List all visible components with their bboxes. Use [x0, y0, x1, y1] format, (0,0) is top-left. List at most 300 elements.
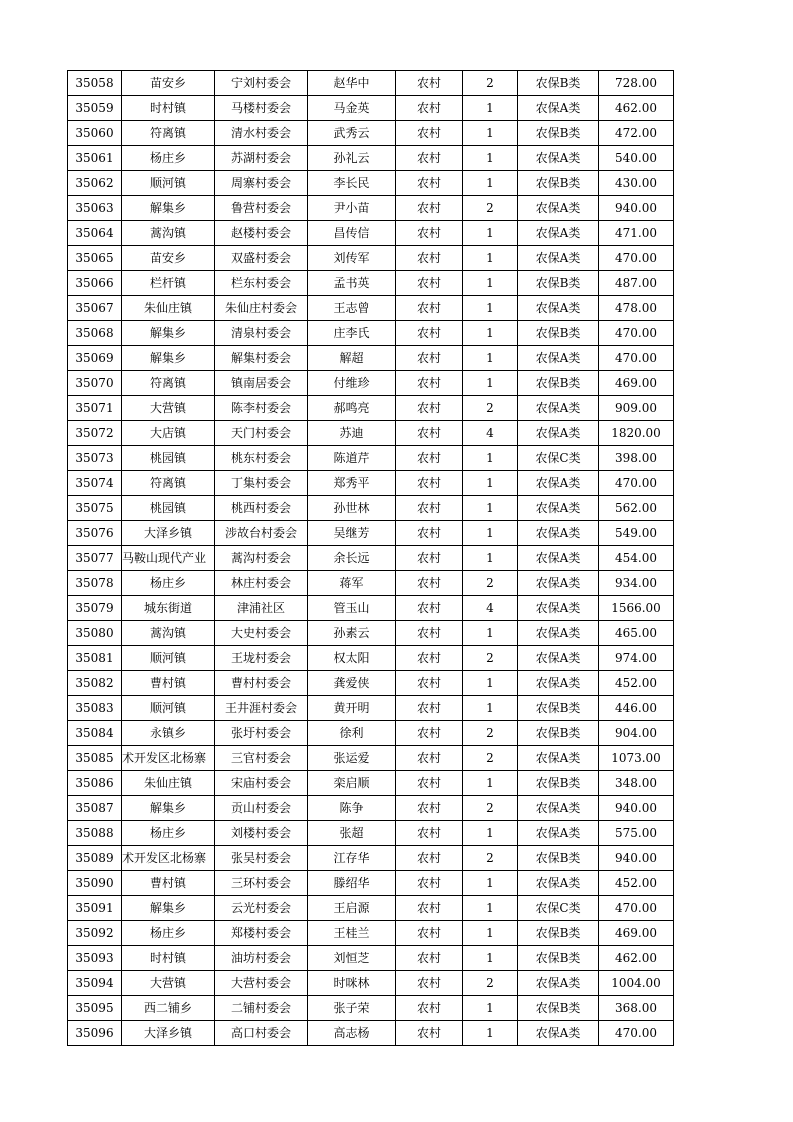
- town-cell: 时村镇: [122, 946, 215, 971]
- table-row: [68, 771, 674, 796]
- household-count-cell: 1: [463, 321, 518, 346]
- record-id-cell: 35066: [68, 271, 122, 296]
- table-row: [68, 271, 674, 296]
- amount-cell: 462.00: [599, 96, 674, 121]
- area-type-cell: 农村: [396, 496, 463, 521]
- record-id-cell: 35078: [68, 571, 122, 596]
- town-cell: 曹村镇: [122, 671, 215, 696]
- person-name-cell: 王志曾: [308, 296, 396, 321]
- household-count-cell: 1: [463, 146, 518, 171]
- village-committee-cell: 油坊村委会: [215, 946, 308, 971]
- amount-cell: 452.00: [599, 671, 674, 696]
- household-count-cell: 1: [463, 921, 518, 946]
- village-committee-cell: 双盛村委会: [215, 246, 308, 271]
- person-name-cell: 陈道芹: [308, 446, 396, 471]
- insurance-category-cell: 农保B类: [518, 846, 599, 871]
- insurance-category-cell: 农保A类: [518, 221, 599, 246]
- village-committee-cell: 王井涯村委会: [215, 696, 308, 721]
- village-committee-cell: 陈李村委会: [215, 396, 308, 421]
- table-row: [68, 996, 674, 1021]
- village-committee-cell: 桃西村委会: [215, 496, 308, 521]
- record-id-cell: 35081: [68, 646, 122, 671]
- amount-cell: 454.00: [599, 546, 674, 571]
- person-name-cell: 孙礼云: [308, 146, 396, 171]
- amount-cell: 470.00: [599, 471, 674, 496]
- village-committee-cell: 张吴村委会: [215, 846, 308, 871]
- person-name-cell: 付维珍: [308, 371, 396, 396]
- area-type-cell: 农村: [396, 346, 463, 371]
- benefit-table: [67, 70, 674, 1046]
- person-name-cell: 马金英: [308, 96, 396, 121]
- amount-cell: 974.00: [599, 646, 674, 671]
- amount-cell: 470.00: [599, 321, 674, 346]
- area-type-cell: 农村: [396, 71, 463, 96]
- household-count-cell: 4: [463, 596, 518, 621]
- person-name-cell: 张超: [308, 821, 396, 846]
- amount-cell: 478.00: [599, 296, 674, 321]
- area-type-cell: 农村: [396, 546, 463, 571]
- village-committee-cell: 云光村委会: [215, 896, 308, 921]
- amount-cell: 452.00: [599, 871, 674, 896]
- table-row: [68, 71, 674, 96]
- insurance-category-cell: 农保C类: [518, 896, 599, 921]
- town-cell: 解集乡: [122, 346, 215, 371]
- amount-cell: 465.00: [599, 621, 674, 646]
- town-cell: 西二铺乡: [122, 996, 215, 1021]
- village-committee-cell: 宁刘村委会: [215, 71, 308, 96]
- person-name-cell: 刘恒芝: [308, 946, 396, 971]
- amount-cell: 470.00: [599, 1021, 674, 1046]
- town-cell: 顺河镇: [122, 171, 215, 196]
- record-id-cell: 35068: [68, 321, 122, 346]
- insurance-category-cell: 农保B类: [518, 946, 599, 971]
- person-name-cell: 龚爱侠: [308, 671, 396, 696]
- amount-cell: 549.00: [599, 521, 674, 546]
- village-committee-cell: 曹村村委会: [215, 671, 308, 696]
- amount-cell: 368.00: [599, 996, 674, 1021]
- table-row: [68, 321, 674, 346]
- table-row: [68, 196, 674, 221]
- person-name-cell: 张运爱: [308, 746, 396, 771]
- amount-cell: 462.00: [599, 946, 674, 971]
- town-cell: 解集乡: [122, 796, 215, 821]
- household-count-cell: 1: [463, 771, 518, 796]
- record-id-cell: 35065: [68, 246, 122, 271]
- area-type-cell: 农村: [396, 946, 463, 971]
- table-row: [68, 796, 674, 821]
- table-row: [68, 446, 674, 471]
- insurance-category-cell: 农保B类: [518, 371, 599, 396]
- insurance-category-cell: 农保B类: [518, 771, 599, 796]
- village-committee-cell: 苏湖村委会: [215, 146, 308, 171]
- person-name-cell: 栾启顺: [308, 771, 396, 796]
- area-type-cell: 农村: [396, 646, 463, 671]
- village-committee-cell: 解集村委会: [215, 346, 308, 371]
- person-name-cell: 时咪林: [308, 971, 396, 996]
- village-committee-cell: 栏东村委会: [215, 271, 308, 296]
- person-name-cell: 权太阳: [308, 646, 396, 671]
- area-type-cell: 农村: [396, 696, 463, 721]
- village-committee-cell: 王垅村委会: [215, 646, 308, 671]
- town-cell: 马鞍山现代产业: [122, 546, 215, 571]
- insurance-category-cell: 农保A类: [518, 546, 599, 571]
- household-count-cell: 1: [463, 621, 518, 646]
- household-count-cell: 2: [463, 846, 518, 871]
- insurance-category-cell: 农保A类: [518, 496, 599, 521]
- record-id-cell: 35092: [68, 921, 122, 946]
- insurance-category-cell: 农保B类: [518, 271, 599, 296]
- amount-cell: 904.00: [599, 721, 674, 746]
- record-id-cell: 35090: [68, 871, 122, 896]
- amount-cell: 471.00: [599, 221, 674, 246]
- household-count-cell: 2: [463, 721, 518, 746]
- person-name-cell: 江存华: [308, 846, 396, 871]
- person-name-cell: 孙素云: [308, 621, 396, 646]
- record-id-cell: 35095: [68, 996, 122, 1021]
- town-cell: 符离镇: [122, 121, 215, 146]
- insurance-category-cell: 农保B类: [518, 721, 599, 746]
- household-count-cell: 1: [463, 446, 518, 471]
- household-count-cell: 1: [463, 296, 518, 321]
- person-name-cell: 孟书英: [308, 271, 396, 296]
- household-count-cell: 2: [463, 971, 518, 996]
- record-id-cell: 35084: [68, 721, 122, 746]
- household-count-cell: 1: [463, 371, 518, 396]
- table-row: [68, 171, 674, 196]
- insurance-category-cell: 农保A类: [518, 146, 599, 171]
- table-row: [68, 621, 674, 646]
- amount-cell: 1566.00: [599, 596, 674, 621]
- insurance-category-cell: 农保C类: [518, 446, 599, 471]
- village-committee-cell: 桃东村委会: [215, 446, 308, 471]
- record-id-cell: 35085: [68, 746, 122, 771]
- table-row: [68, 221, 674, 246]
- person-name-cell: 李长民: [308, 171, 396, 196]
- area-type-cell: 农村: [396, 471, 463, 496]
- area-type-cell: 农村: [396, 746, 463, 771]
- record-id-cell: 35088: [68, 821, 122, 846]
- household-count-cell: 1: [463, 96, 518, 121]
- area-type-cell: 农村: [396, 121, 463, 146]
- village-committee-cell: 镇南居委会: [215, 371, 308, 396]
- record-id-cell: 35073: [68, 446, 122, 471]
- person-name-cell: 滕绍华: [308, 871, 396, 896]
- record-id-cell: 35096: [68, 1021, 122, 1046]
- amount-cell: 728.00: [599, 71, 674, 96]
- table-row: [68, 521, 674, 546]
- record-id-cell: 35062: [68, 171, 122, 196]
- town-cell: 苗安乡: [122, 71, 215, 96]
- insurance-category-cell: 农保B类: [518, 321, 599, 346]
- amount-cell: 1820.00: [599, 421, 674, 446]
- table-row: [68, 121, 674, 146]
- insurance-category-cell: 农保A类: [518, 471, 599, 496]
- area-type-cell: 农村: [396, 771, 463, 796]
- household-count-cell: 2: [463, 71, 518, 96]
- area-type-cell: 农村: [396, 271, 463, 296]
- person-name-cell: 余长远: [308, 546, 396, 571]
- amount-cell: 909.00: [599, 396, 674, 421]
- household-count-cell: 1: [463, 121, 518, 146]
- household-count-cell: 1: [463, 471, 518, 496]
- amount-cell: 469.00: [599, 921, 674, 946]
- record-id-cell: 35064: [68, 221, 122, 246]
- person-name-cell: 陈争: [308, 796, 396, 821]
- amount-cell: 940.00: [599, 796, 674, 821]
- table-row: [68, 96, 674, 121]
- town-cell: 杨庄乡: [122, 921, 215, 946]
- household-count-cell: 1: [463, 996, 518, 1021]
- household-count-cell: 1: [463, 346, 518, 371]
- insurance-category-cell: 农保A类: [518, 596, 599, 621]
- town-cell: 大营镇: [122, 396, 215, 421]
- insurance-category-cell: 农保A类: [518, 746, 599, 771]
- town-cell: 蒿沟镇: [122, 621, 215, 646]
- village-committee-cell: 贡山村委会: [215, 796, 308, 821]
- table-row: [68, 1021, 674, 1046]
- amount-cell: 348.00: [599, 771, 674, 796]
- town-cell: 解集乡: [122, 321, 215, 346]
- record-id-cell: 35063: [68, 196, 122, 221]
- insurance-category-cell: 农保A类: [518, 346, 599, 371]
- table-row: [68, 246, 674, 271]
- person-name-cell: 尹小苗: [308, 196, 396, 221]
- town-cell: 蒿沟镇: [122, 221, 215, 246]
- record-id-cell: 35058: [68, 71, 122, 96]
- insurance-category-cell: 农保A类: [518, 571, 599, 596]
- amount-cell: 470.00: [599, 246, 674, 271]
- insurance-category-cell: 农保A类: [518, 1021, 599, 1046]
- area-type-cell: 农村: [396, 721, 463, 746]
- person-name-cell: 孙世林: [308, 496, 396, 521]
- table-row: [68, 146, 674, 171]
- village-committee-cell: 周寨村委会: [215, 171, 308, 196]
- household-count-cell: 1: [463, 271, 518, 296]
- household-count-cell: 2: [463, 796, 518, 821]
- amount-cell: 472.00: [599, 121, 674, 146]
- household-count-cell: 1: [463, 1021, 518, 1046]
- village-committee-cell: 马楼村委会: [215, 96, 308, 121]
- area-type-cell: 农村: [396, 821, 463, 846]
- insurance-category-cell: 农保B类: [518, 921, 599, 946]
- area-type-cell: 农村: [396, 596, 463, 621]
- record-id-cell: 35076: [68, 521, 122, 546]
- table-row: [68, 471, 674, 496]
- town-cell: 朱仙庄镇: [122, 771, 215, 796]
- household-count-cell: 1: [463, 821, 518, 846]
- household-count-cell: 1: [463, 896, 518, 921]
- town-cell: 朱仙庄镇: [122, 296, 215, 321]
- insurance-category-cell: 农保A类: [518, 646, 599, 671]
- person-name-cell: 王桂兰: [308, 921, 396, 946]
- household-count-cell: 1: [463, 546, 518, 571]
- record-id-cell: 35087: [68, 796, 122, 821]
- town-cell: 术开发区北杨寨: [122, 746, 215, 771]
- record-id-cell: 35072: [68, 421, 122, 446]
- area-type-cell: 农村: [396, 196, 463, 221]
- record-id-cell: 35071: [68, 396, 122, 421]
- amount-cell: 1073.00: [599, 746, 674, 771]
- record-id-cell: 35086: [68, 771, 122, 796]
- household-count-cell: 1: [463, 221, 518, 246]
- area-type-cell: 农村: [396, 846, 463, 871]
- area-type-cell: 农村: [396, 1021, 463, 1046]
- record-id-cell: 35067: [68, 296, 122, 321]
- table-row: [68, 971, 674, 996]
- insurance-category-cell: 农保A类: [518, 621, 599, 646]
- record-id-cell: 35089: [68, 846, 122, 871]
- table-row: [68, 571, 674, 596]
- amount-cell: 540.00: [599, 146, 674, 171]
- area-type-cell: 农村: [396, 621, 463, 646]
- town-cell: 曹村镇: [122, 871, 215, 896]
- person-name-cell: 昌传信: [308, 221, 396, 246]
- table-row: [68, 721, 674, 746]
- table-row: [68, 846, 674, 871]
- amount-cell: 940.00: [599, 846, 674, 871]
- table-row: [68, 746, 674, 771]
- table-row: [68, 396, 674, 421]
- village-committee-cell: 三官村委会: [215, 746, 308, 771]
- household-count-cell: 2: [463, 196, 518, 221]
- area-type-cell: 农村: [396, 321, 463, 346]
- household-count-cell: 2: [463, 571, 518, 596]
- village-committee-cell: 清水村委会: [215, 121, 308, 146]
- person-name-cell: 高志杨: [308, 1021, 396, 1046]
- table-row: [68, 371, 674, 396]
- household-count-cell: 2: [463, 646, 518, 671]
- amount-cell: 398.00: [599, 446, 674, 471]
- town-cell: 顺河镇: [122, 696, 215, 721]
- amount-cell: 940.00: [599, 196, 674, 221]
- town-cell: 解集乡: [122, 196, 215, 221]
- person-name-cell: 王启源: [308, 896, 396, 921]
- area-type-cell: 农村: [396, 371, 463, 396]
- town-cell: 城东街道: [122, 596, 215, 621]
- household-count-cell: 1: [463, 246, 518, 271]
- table-row: [68, 871, 674, 896]
- village-committee-cell: 天门村委会: [215, 421, 308, 446]
- amount-cell: 575.00: [599, 821, 674, 846]
- insurance-category-cell: 农保A类: [518, 821, 599, 846]
- village-committee-cell: 大史村委会: [215, 621, 308, 646]
- record-id-cell: 35091: [68, 896, 122, 921]
- insurance-category-cell: 农保A类: [518, 96, 599, 121]
- record-id-cell: 35094: [68, 971, 122, 996]
- insurance-category-cell: 农保B类: [518, 696, 599, 721]
- record-id-cell: 35070: [68, 371, 122, 396]
- insurance-category-cell: 农保B类: [518, 121, 599, 146]
- table-body: [68, 71, 674, 1046]
- table-row: [68, 421, 674, 446]
- area-type-cell: 农村: [396, 921, 463, 946]
- household-count-cell: 1: [463, 521, 518, 546]
- table-row: [68, 896, 674, 921]
- household-count-cell: 2: [463, 396, 518, 421]
- insurance-category-cell: 农保A类: [518, 396, 599, 421]
- amount-cell: 487.00: [599, 271, 674, 296]
- amount-cell: 470.00: [599, 896, 674, 921]
- area-type-cell: 农村: [396, 871, 463, 896]
- record-id-cell: 35077: [68, 546, 122, 571]
- household-count-cell: 4: [463, 421, 518, 446]
- area-type-cell: 农村: [396, 971, 463, 996]
- area-type-cell: 农村: [396, 146, 463, 171]
- town-cell: 时村镇: [122, 96, 215, 121]
- amount-cell: 562.00: [599, 496, 674, 521]
- village-committee-cell: 清泉村委会: [215, 321, 308, 346]
- insurance-category-cell: 农保A类: [518, 871, 599, 896]
- household-count-cell: 1: [463, 946, 518, 971]
- person-name-cell: 武秀云: [308, 121, 396, 146]
- person-name-cell: 郑秀平: [308, 471, 396, 496]
- person-name-cell: 蒋军: [308, 571, 396, 596]
- insurance-category-cell: 农保A类: [518, 521, 599, 546]
- insurance-category-cell: 农保A类: [518, 971, 599, 996]
- person-name-cell: 徐利: [308, 721, 396, 746]
- household-count-cell: 1: [463, 696, 518, 721]
- insurance-category-cell: 农保B类: [518, 171, 599, 196]
- table-row: [68, 546, 674, 571]
- area-type-cell: 农村: [396, 221, 463, 246]
- town-cell: 杨庄乡: [122, 146, 215, 171]
- village-committee-cell: 大营村委会: [215, 971, 308, 996]
- amount-cell: 934.00: [599, 571, 674, 596]
- area-type-cell: 农村: [396, 421, 463, 446]
- village-committee-cell: 鲁营村委会: [215, 196, 308, 221]
- town-cell: 大泽乡镇: [122, 521, 215, 546]
- person-name-cell: 庄李氏: [308, 321, 396, 346]
- town-cell: 永镇乡: [122, 721, 215, 746]
- table-row: [68, 671, 674, 696]
- insurance-category-cell: 农保B类: [518, 71, 599, 96]
- area-type-cell: 农村: [396, 396, 463, 421]
- village-committee-cell: 丁集村委会: [215, 471, 308, 496]
- town-cell: 杨庄乡: [122, 571, 215, 596]
- table-row: [68, 346, 674, 371]
- village-committee-cell: 蒿沟村委会: [215, 546, 308, 571]
- village-committee-cell: 赵楼村委会: [215, 221, 308, 246]
- record-id-cell: 35082: [68, 671, 122, 696]
- table-row: [68, 946, 674, 971]
- town-cell: 苗安乡: [122, 246, 215, 271]
- table-row: [68, 696, 674, 721]
- amount-cell: 430.00: [599, 171, 674, 196]
- area-type-cell: 农村: [396, 671, 463, 696]
- village-committee-cell: 高口村委会: [215, 1021, 308, 1046]
- area-type-cell: 农村: [396, 296, 463, 321]
- table-row: [68, 496, 674, 521]
- person-name-cell: 刘传军: [308, 246, 396, 271]
- table-row: [68, 596, 674, 621]
- town-cell: 杨庄乡: [122, 821, 215, 846]
- village-committee-cell: 朱仙庄村委会: [215, 296, 308, 321]
- town-cell: 符离镇: [122, 371, 215, 396]
- insurance-category-cell: 农保A类: [518, 296, 599, 321]
- village-committee-cell: 津浦社区: [215, 596, 308, 621]
- record-id-cell: 35093: [68, 946, 122, 971]
- person-name-cell: 郝鸣亮: [308, 396, 396, 421]
- insurance-category-cell: 农保A类: [518, 196, 599, 221]
- town-cell: 栏杆镇: [122, 271, 215, 296]
- person-name-cell: 解超: [308, 346, 396, 371]
- village-committee-cell: 三环村委会: [215, 871, 308, 896]
- town-cell: 桃园镇: [122, 496, 215, 521]
- village-committee-cell: 二铺村委会: [215, 996, 308, 1021]
- record-id-cell: 35080: [68, 621, 122, 646]
- town-cell: 桃园镇: [122, 446, 215, 471]
- household-count-cell: 2: [463, 746, 518, 771]
